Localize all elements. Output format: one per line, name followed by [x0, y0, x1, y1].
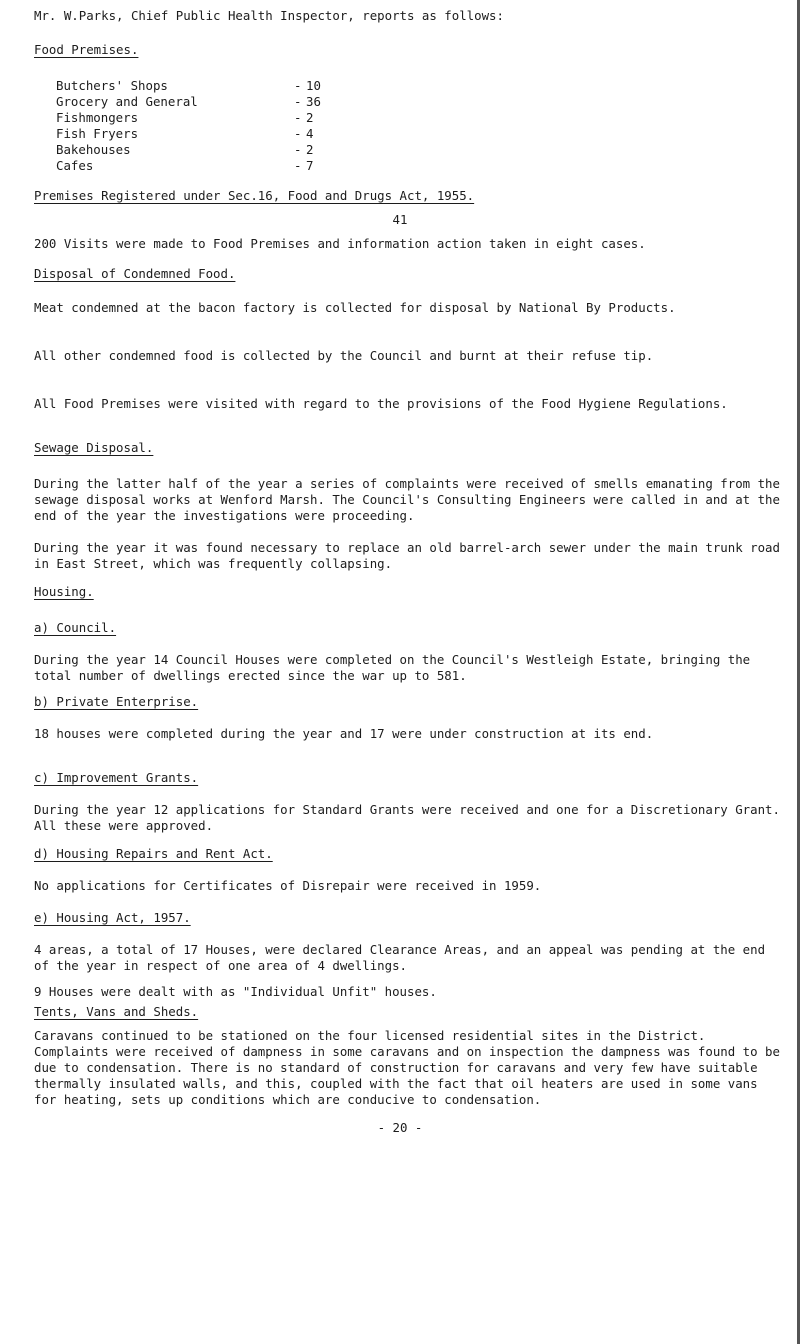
table-row: Fish Fryers - 4 — [56, 126, 314, 141]
housing-act-text-1: 4 areas, a total of 17 Houses, were declared Clearance Areas, and an appeal was pending at the end of the year in respect of one area of 4 dwellings. — [34, 942, 773, 973]
disposal-paragraph-2: All other condemned food is collected by the Council and burnt at their refuse tip. — [34, 348, 654, 363]
housing-repairs-heading: d) Housing Repairs and Rent Act. — [34, 846, 273, 861]
table-row: Cafes - 7 — [56, 158, 314, 173]
housing-heading: Housing. — [34, 584, 94, 599]
table-row: Butchers' Shops - 10 — [56, 78, 321, 93]
housing-council-heading: a) Council. — [34, 620, 117, 635]
housing-act-heading: e) Housing Act, 1957. — [34, 910, 191, 925]
table-row: Bakehouses - 2 — [56, 142, 314, 157]
table-row: Fishmongers - 2 — [56, 110, 314, 125]
tents-heading: Tents, Vans and Sheds. — [34, 1004, 199, 1019]
intro-line: Mr. W.Parks, Chief Public Health Inspector, reports as follows: — [34, 8, 504, 23]
disposal-heading: Disposal of Condemned Food. — [34, 266, 236, 281]
housing-repairs-text: No applications for Certificates of Disrepair were received in 1959. — [34, 878, 542, 893]
page-number: - 20 - — [377, 1120, 423, 1135]
disposal-paragraph-1: Meat condemned at the bacon factory is collected for disposal by National By Products. — [34, 300, 676, 315]
housing-private-text: 18 houses were completed during the year and 17 were under construction at its end. — [34, 726, 654, 741]
registered-premises-heading: Premises Registered under Sec.16, Food and Drugs Act, 1955. — [34, 188, 475, 203]
food-premises-heading: Food Premises. — [34, 42, 139, 57]
tents-paragraph: Caravans continued to be stationed on the four licensed residential sites in the District. Complaints were received of dampness in some caravans and on inspection the dampness was found to be due to condensation. There is no standard of construction for caravans and very few have suitable thermally insulated walls, and this, coupled with the fact that oil heaters are used in some vans for heating, sets up conditions which are conducive to condensation. — [34, 1028, 788, 1107]
disposal-paragraph-3: All Food Premises were visited with regard to the provisions of the Food Hygiene Regulations. — [34, 396, 728, 411]
housing-private-heading: b) Private Enterprise. — [34, 694, 199, 709]
visits-paragraph: 200 Visits were made to Food Premises and information action taken in eight cases. — [34, 236, 646, 251]
housing-act-text-2: 9 Houses were dealt with as "Individual Unfit" houses. — [34, 984, 437, 999]
sewage-heading: Sewage Disposal. — [34, 440, 154, 455]
registered-premises-count: 41 — [392, 212, 408, 227]
housing-grants-text: During the year 12 applications for Standard Grants were received and one for a Discretionary Grant. All these were approved. — [34, 802, 788, 833]
sewage-paragraph-1: During the latter half of the year a series of complaints were received of smells emanating from the sewage disposal works at Wenford Marsh. The Council's Consulting Engineers were called in and at the end of the year the investigations were proceeding. — [34, 476, 788, 523]
sewage-paragraph-2: During the year it was found necessary to replace an old barrel-arch sewer under the main trunk road in East Street, which was frequently collapsing. — [34, 540, 788, 571]
housing-grants-heading: c) Improvement Grants. — [34, 770, 199, 785]
housing-council-text: During the year 14 Council Houses were completed on the Council's Westleigh Estate, bringing the total number of dwellings erected since the war up to 581. — [34, 652, 758, 683]
table-row: Grocery and General - 36 — [56, 94, 321, 109]
